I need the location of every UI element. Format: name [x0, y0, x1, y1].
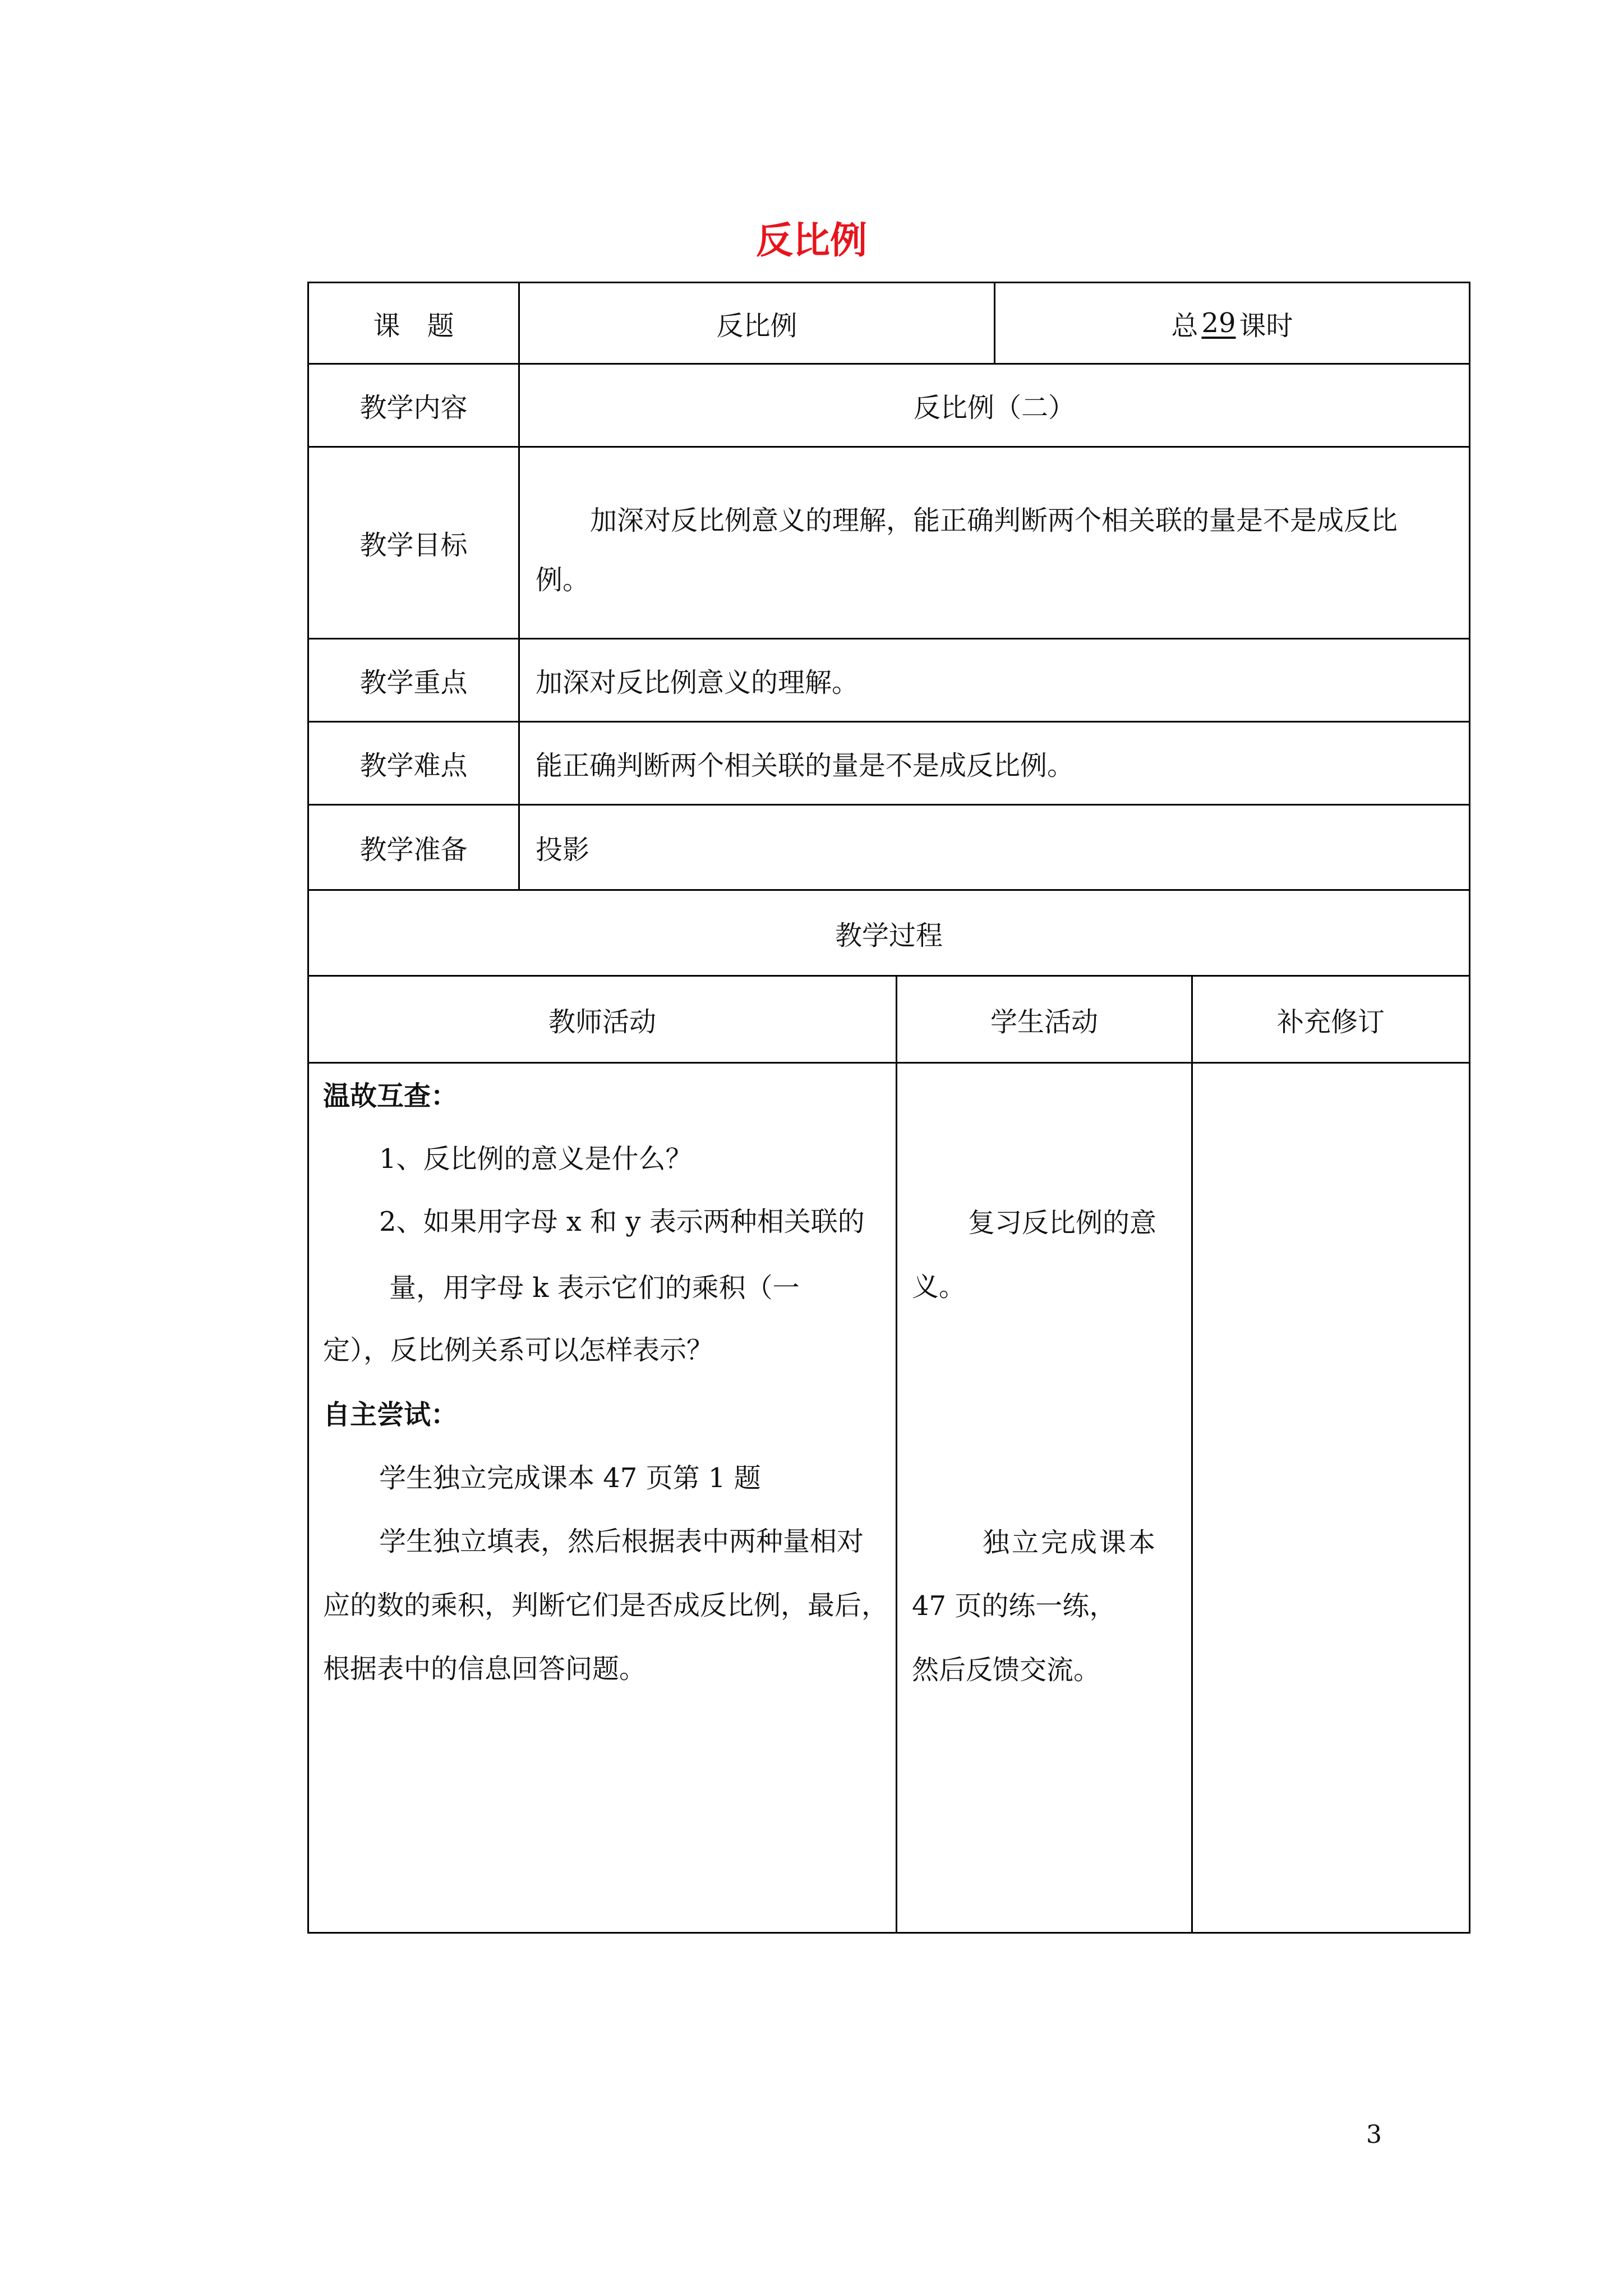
difficulty-value: 能正确判断两个相关联的量是不是成反比例。: [536, 750, 1075, 781]
topic-label: 课 题: [373, 310, 454, 342]
review-question-2-line3: 定），反比例关系可以怎样表示？: [323, 1335, 714, 1366]
objective-line1: 加深对反比例意义的理解，能正确判断两个相关联的量是不是成反比: [590, 505, 1398, 536]
review-heading: 温故互查：: [323, 1080, 458, 1112]
content-value: 反比例（二）: [913, 392, 1075, 424]
teacher-activity-header: 教师活动: [548, 1006, 656, 1038]
key-point-label: 教学重点: [359, 667, 468, 698]
student-practice-line2: 47 页的练一练，: [912, 1590, 1117, 1622]
revision-header: 补充修订: [1276, 1006, 1385, 1038]
objective-label: 教学目标: [359, 530, 468, 561]
student-practice-line1: 独立完成课本: [983, 1527, 1158, 1558]
preparation-label: 教学准备: [359, 834, 468, 866]
review-question-2-line2: 量，用字母 k 表示它们的乘积（一: [389, 1272, 800, 1304]
student-practice-line3: 然后反馈交流。: [912, 1654, 1101, 1686]
topic-value: 反比例: [716, 310, 797, 342]
key-point-value: 加深对反比例意义的理解。: [536, 667, 859, 698]
review-question-1: 1、反比例的意义是什么？: [379, 1143, 693, 1175]
objective-line2: 例。: [536, 564, 590, 596]
content-label: 教学内容: [359, 392, 468, 424]
total-number: 29: [1201, 307, 1236, 339]
total-prefix: 总: [1171, 310, 1198, 342]
document-title: 反比例: [756, 219, 867, 262]
self-try-task-2-line2: 应的数的乘积，判断它们是否成反比例，最后，: [323, 1590, 889, 1621]
self-try-task-2-line3: 根据表中的信息回答问题。: [323, 1653, 647, 1685]
student-review-line1: 复习反比例的意: [968, 1207, 1157, 1239]
student-review-line2: 义。: [912, 1271, 966, 1303]
difficulty-label: 教学难点: [359, 750, 468, 781]
page-number: 3: [1366, 2120, 1382, 2149]
review-question-2-line1: 2、如果用字母 x 和 y 表示两种相关联的: [379, 1206, 865, 1237]
total-suffix: 课时: [1239, 310, 1293, 342]
preparation-value: 投影: [536, 834, 590, 866]
self-try-task-1: 学生独立完成课本 47 页第 1 题: [379, 1462, 761, 1494]
total-lessons: [995, 283, 1469, 363]
student-activity-header: 学生活动: [990, 1006, 1098, 1038]
self-try-task-2-line1: 学生独立填表，然后根据表中两种量相对: [379, 1526, 864, 1557]
self-try-heading: 自主尝试：: [323, 1399, 458, 1430]
process-header: 教学过程: [834, 919, 943, 951]
